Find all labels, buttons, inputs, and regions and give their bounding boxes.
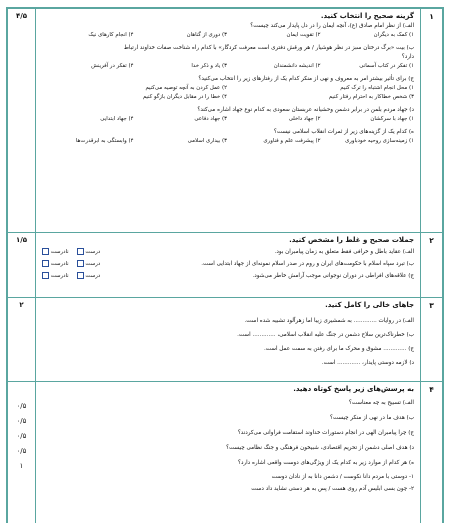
option[interactable]: ۲) اندیشه دانشمندان bbox=[273, 63, 321, 69]
question-1e: ه) کدام یک از گزینه‌های زیر از ثمرات انقلاب اسلامی نیست؟ bbox=[273, 129, 414, 135]
section-1-title: گزینه صحیح را انتخاب کنید. bbox=[320, 12, 414, 20]
section-2-number: ۲ bbox=[420, 233, 442, 297]
tf-item bbox=[40, 246, 414, 258]
item-score: ۰/۵ bbox=[16, 447, 27, 455]
option[interactable]: ۳) شخص خطاکار به احترام رفتار کنیم bbox=[328, 94, 414, 100]
question-1c: ج) برای تأثیر بیشتر امر به معروف و نهی از منکر کدام یک از رفتارهای زیر را انتخاب می‌کنید؟ bbox=[198, 76, 414, 82]
question-1e-options bbox=[40, 137, 414, 146]
tf-choices bbox=[40, 270, 100, 282]
option[interactable]: ۳) یاد و ذکر خدا bbox=[191, 63, 227, 69]
option[interactable]: ۴) انجام کارهای نیک bbox=[88, 32, 134, 38]
tf-statement: الف) عقاید باطل و خرافی فقط متعلق به زمان پیامبران بود. bbox=[274, 249, 414, 255]
false-choice[interactable] bbox=[40, 258, 69, 270]
section-4-title: به پرسش‌های زیر پاسخ کوتاه دهید. bbox=[293, 385, 414, 393]
option[interactable]: ۱) تفکر در کتاب آسمانی bbox=[359, 63, 414, 69]
option[interactable]: ۴) وابستگی به ابرقدرت‌ها bbox=[75, 138, 134, 144]
question-1d: د) جهاد مردم بلمن در برابر دشمن وحشیانه عربستان سعودی به کدام نوع جهاد اشاره می‌کند؟ bbox=[197, 107, 414, 113]
section-1-score bbox=[8, 9, 36, 232]
question-1d-options bbox=[40, 115, 414, 124]
tf-statement: ج) علاقه‌های افراطی در دوران نوجوانی موجب آرامش خاطر می‌شود. bbox=[252, 273, 414, 279]
item-score: ۰/۵ bbox=[16, 402, 27, 410]
tf-statement: ب) تبرد سپاه اسلام با حکومت‌های ایران و روم در صدر اسلام نمونه‌ای از جهاد ابتدایی است. bbox=[201, 261, 414, 267]
option[interactable]: ۲) تقویت ایمان bbox=[286, 32, 321, 38]
true-label: درست bbox=[85, 261, 101, 267]
checkbox[interactable] bbox=[42, 272, 49, 279]
section-1-score-value: ۴/۵ bbox=[15, 12, 28, 20]
option[interactable]: ۳) دوری از گناهان bbox=[186, 32, 227, 38]
short-answer-item: ج) چرا پیامبران الهی در انجام دستورات خداوند استقامت فراوانی می‌کردند؟ bbox=[237, 430, 414, 436]
section-4 bbox=[8, 382, 442, 523]
poem-line: ۱- دوستی با مردم دانا نکوست / دشمن دانا به از نادان دوست bbox=[271, 474, 414, 480]
tf-choices bbox=[40, 246, 100, 258]
true-label: درست bbox=[85, 249, 101, 255]
section-3 bbox=[8, 298, 442, 382]
question-1c-options-row2 bbox=[40, 93, 414, 102]
option[interactable]: ۱) کمک به دیگران bbox=[373, 32, 414, 38]
option[interactable]: ۱) جهاد با سرکشان bbox=[370, 116, 414, 122]
section-2-title: جملات صحیح و غلط را مشخص کنید. bbox=[289, 236, 414, 244]
true-choice[interactable] bbox=[75, 270, 101, 282]
section-2-score bbox=[8, 233, 36, 297]
section-1-body bbox=[36, 9, 420, 232]
section-2 bbox=[8, 233, 442, 298]
item-score: ۰/۵ bbox=[16, 432, 27, 440]
option[interactable]: ۲) پیشرفت علم و فناوری bbox=[263, 138, 321, 144]
item-score: ۱ bbox=[19, 462, 24, 470]
checkbox[interactable] bbox=[42, 248, 49, 255]
section-3-number: ۳ bbox=[420, 298, 442, 381]
short-answer-item: ه) هر کدام از موارد زیر به کدام یک از ویژگی‌های دوست واقعی اشاره دارد؟ bbox=[237, 460, 414, 466]
option[interactable]: ۳) جهاد دفاعی bbox=[194, 116, 227, 122]
tf-item bbox=[40, 270, 414, 282]
short-answer-item: د) هدف اصلی دشمن از تحریم اقتصادی، شبیخون فرهنگی و جنگ نظامی چیست؟ bbox=[226, 445, 414, 451]
tf-item bbox=[40, 258, 414, 270]
section-2-score-value: ۱/۵ bbox=[15, 236, 28, 244]
option[interactable]: ۲) جهاد داخلی bbox=[288, 116, 321, 122]
question-1b: ب) بیت «برگ درختان سبز در نظر هوشیار / هر ورقش دفتری است معرفت کردگار» با کدام راه شناخت صفات خداوند ارتباط bbox=[123, 45, 414, 51]
section-1-number: ۱ bbox=[420, 9, 442, 232]
section-4-body bbox=[36, 382, 420, 523]
question-1b-cont: دارد؟ bbox=[401, 54, 414, 60]
section-4-number: ۴ bbox=[420, 382, 442, 523]
true-label: درست bbox=[85, 273, 101, 279]
option[interactable]: ۱) زمینه‌سازی روحیه خودباوری bbox=[345, 138, 414, 144]
short-answer-item: ب) هدف ما در نهی از منکر چیست؟ bbox=[330, 415, 414, 421]
section-1 bbox=[8, 9, 442, 233]
false-label: نادرست bbox=[50, 261, 69, 267]
section-2-body bbox=[36, 233, 420, 297]
question-1a: الف) از نظر امام صادق (ع)، آنچه ایمان را در دل پایدار می‌کند چیست؟ bbox=[250, 23, 414, 29]
tf-choices bbox=[40, 258, 100, 270]
false-label: نادرست bbox=[50, 273, 69, 279]
option[interactable]: ۱) محل انجام اشتباه را ترک کنیم bbox=[340, 85, 414, 91]
section-3-title: جاهای خالی را کامل کنید. bbox=[325, 301, 414, 309]
section-4-score bbox=[8, 382, 36, 523]
checkbox[interactable] bbox=[77, 260, 84, 267]
section-3-body bbox=[36, 298, 420, 381]
fill-blank-item: ب) خطرناک‌ترین سلاح دشمن در جنگ علیه انقلاب اسلامی، ............. است. bbox=[237, 332, 414, 338]
true-choice[interactable] bbox=[75, 258, 101, 270]
checkbox[interactable] bbox=[42, 260, 49, 267]
question-1a-options bbox=[40, 31, 414, 40]
false-choice[interactable] bbox=[40, 246, 69, 258]
option[interactable]: ۲) عمل کردن به آنچه توصیه می‌کنیم bbox=[145, 85, 227, 91]
checkbox[interactable] bbox=[77, 272, 84, 279]
option[interactable]: ۴) تفکر در آفرینش bbox=[91, 63, 134, 69]
true-choice[interactable] bbox=[75, 246, 101, 258]
question-1c-options-row1 bbox=[40, 84, 414, 93]
exam-sheet bbox=[6, 7, 444, 523]
section-3-score-value: ۲ bbox=[19, 301, 24, 309]
false-label: نادرست bbox=[50, 249, 69, 255]
option[interactable]: ۴) جهاد ابتدایی bbox=[100, 116, 134, 122]
fill-blank-item: ج) ............. مشوق و محرک ما برای رفتن به سمت عمل است. bbox=[264, 346, 414, 352]
section-3-score bbox=[8, 298, 36, 381]
short-answer-item: الف) تسبیح به چه معناست؟ bbox=[348, 400, 414, 406]
question-1b-options bbox=[40, 62, 414, 71]
option[interactable]: ۳) بیداری اسلامی bbox=[187, 138, 227, 144]
item-score: ۰/۵ bbox=[16, 417, 27, 425]
false-choice[interactable] bbox=[40, 270, 69, 282]
option[interactable]: ۴) خطا را در مقابل دیگران بازگو کنیم bbox=[142, 94, 227, 100]
fill-blank-item: د) لازمه دوستی پایدار، ............. است. bbox=[321, 360, 414, 366]
poem-line: ۲- چون بسی ابلیس آدم روی هست / پس به هر دستی نشاید داد دست bbox=[251, 486, 414, 492]
checkbox[interactable] bbox=[77, 248, 84, 255]
fill-blank-item: الف) در روایات ............. به شمشیری زیبا اما زهرآلود تشبیه شده است. bbox=[244, 318, 414, 324]
